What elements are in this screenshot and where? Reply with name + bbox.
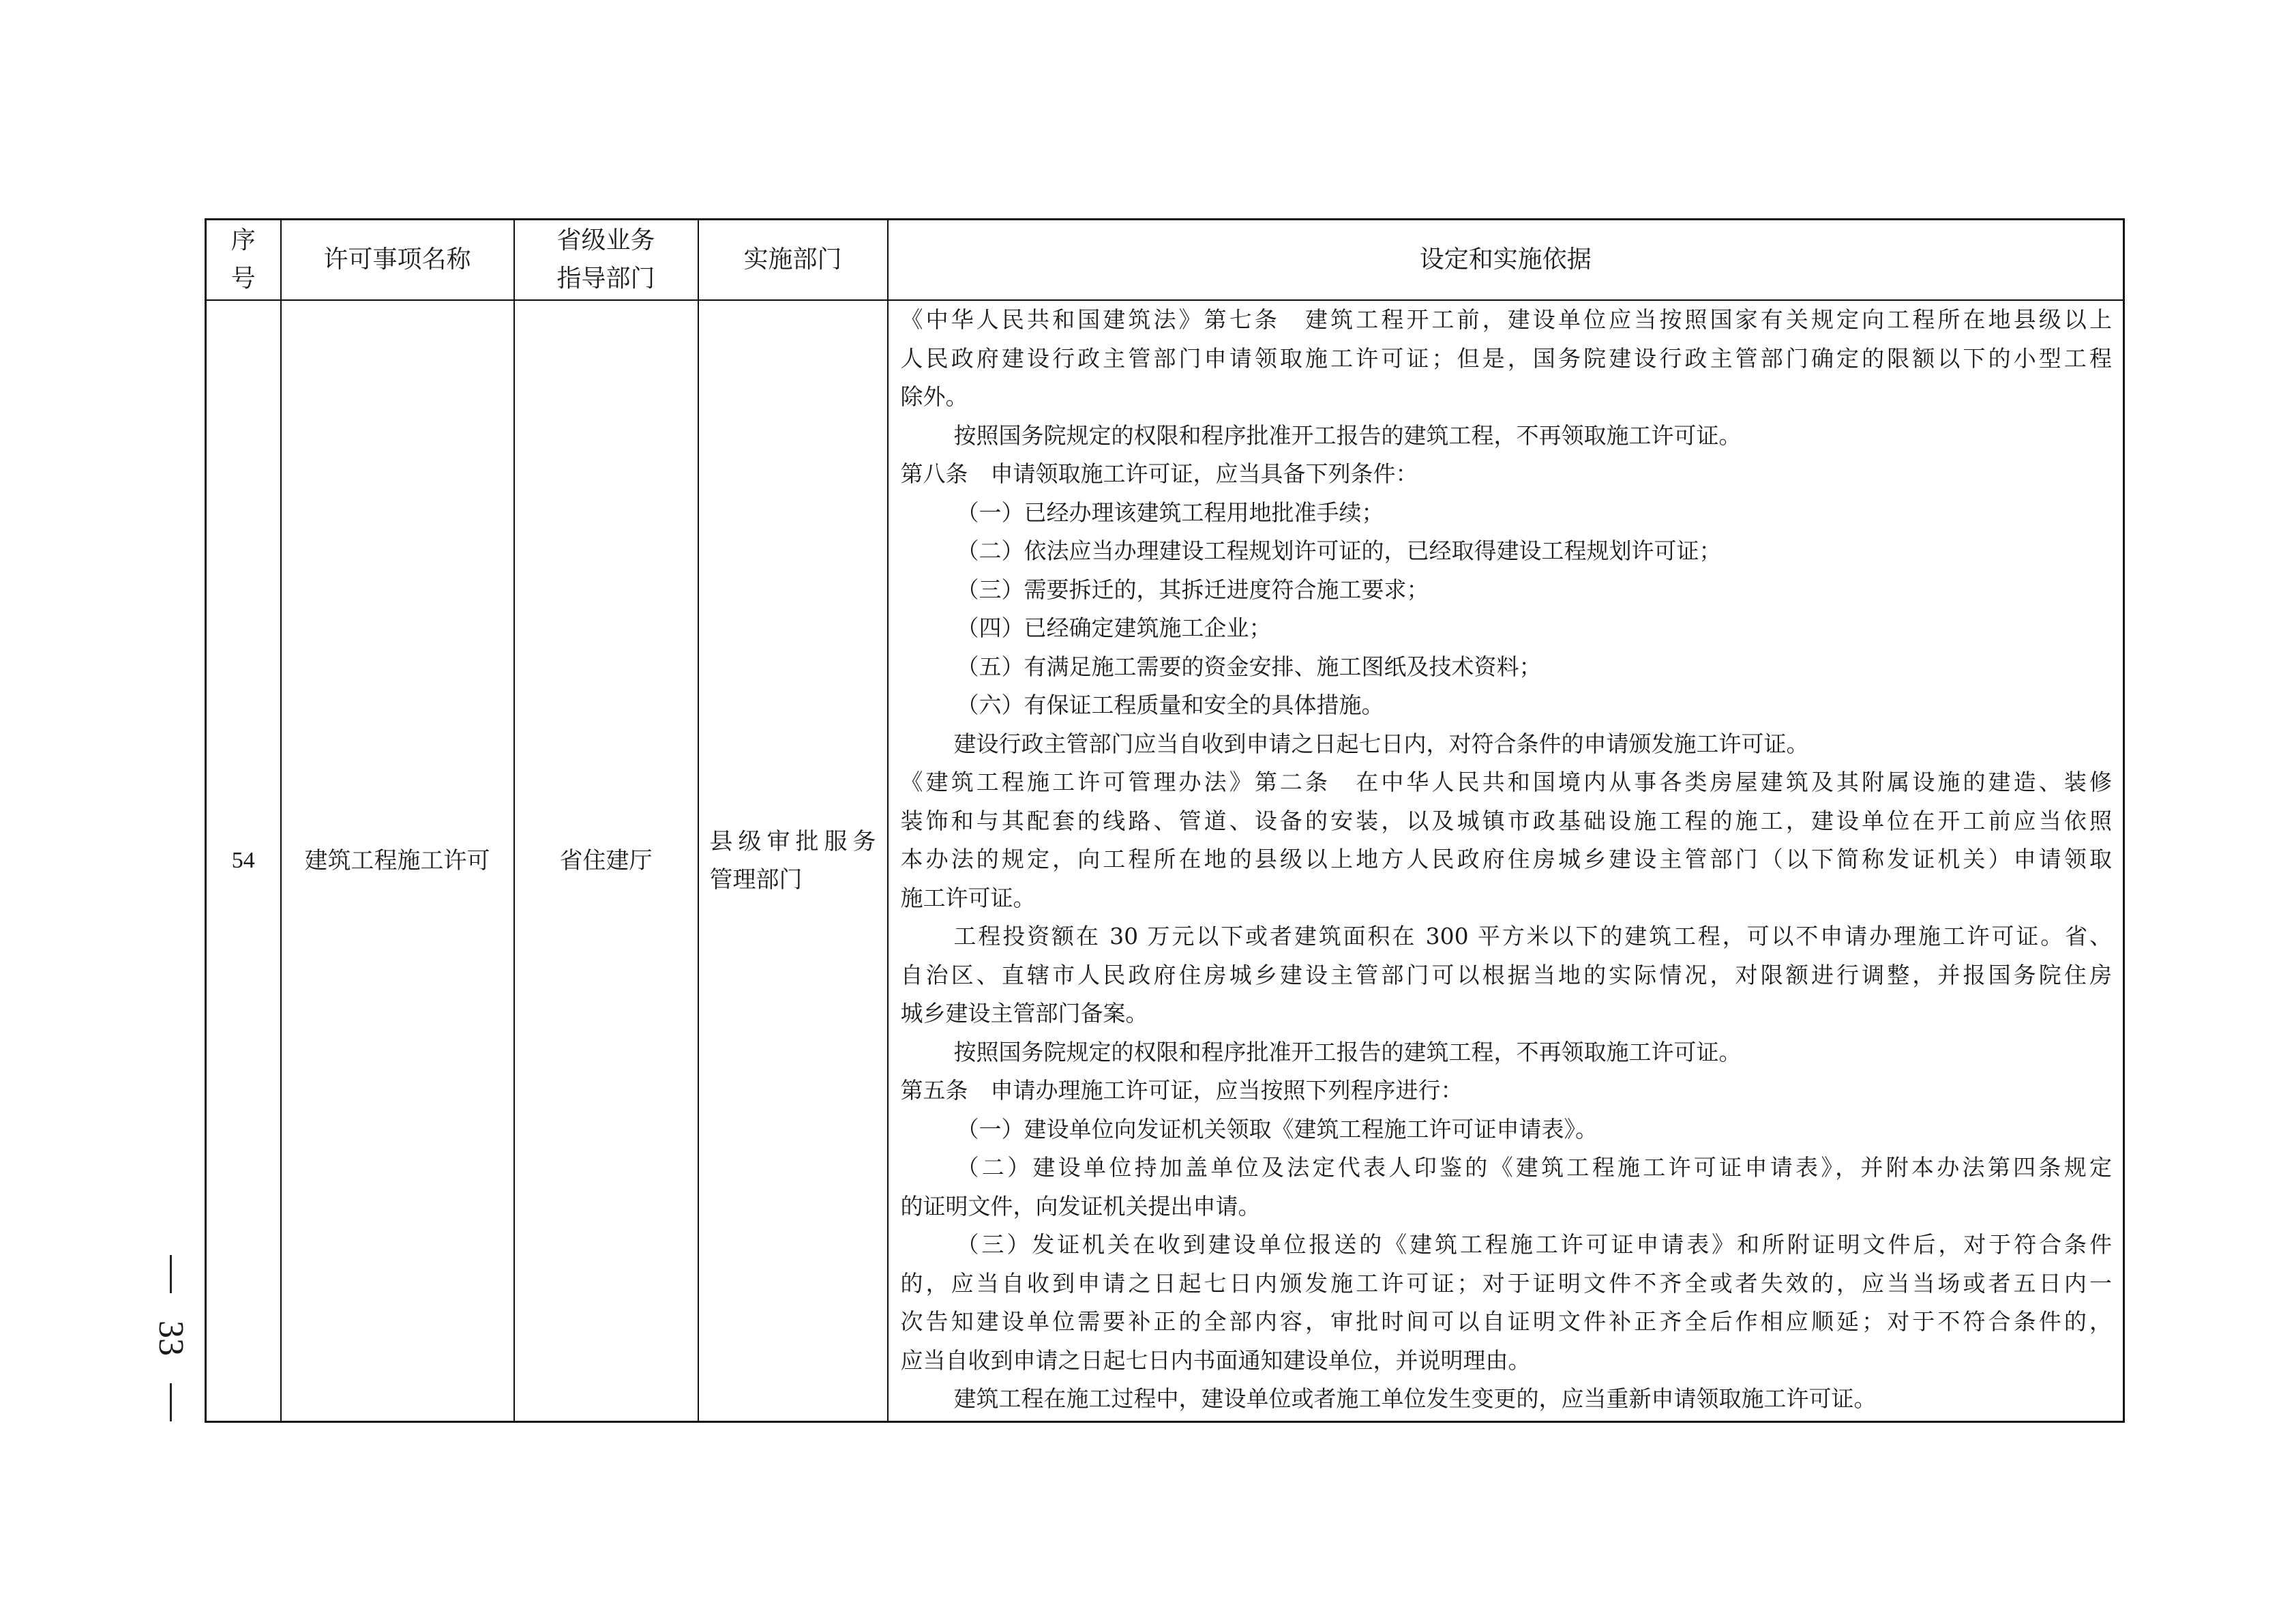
basis-line: 的证明文件，向发证机关提出申请。 bbox=[900, 1192, 1261, 1220]
basis-line: 次告知建设单位需要补正的全部内容，审批时间可以自证明文件补正齐全后作相应顺延；对于不符合条件的， bbox=[900, 1308, 2112, 1335]
table-row bbox=[206, 300, 2124, 1422]
basis-line: （三）需要拆迁的，其拆迁进度符合施工要求； bbox=[956, 576, 1429, 603]
basis-line: 自治区、直辖市人民政府住房城乡建设主管部门可以根据当地的实际情况，对限额进行调整，并报国务院住房 bbox=[900, 961, 2112, 988]
header-dept-line-2: 指导部门 bbox=[556, 265, 655, 293]
header-seq-line-1: 序 bbox=[230, 226, 256, 254]
basis-line: （一）建设单位向发证机关领取《建筑工程施工许可证申请表》。 bbox=[956, 1115, 1598, 1142]
basis-line: 工程投资额在 30 万元以下或者建筑面积在 300 平方米以下的建筑工程，可以不申请办理施工许可证。省、 bbox=[953, 923, 2112, 949]
basis-line: 第八条 申请领取施工许可证，应当具备下列条件： bbox=[900, 460, 1418, 487]
row-basis bbox=[888, 300, 2124, 1422]
basis-line: 应当自收到申请之日起七日内书面通知建设单位，并说明理由。 bbox=[900, 1346, 1531, 1374]
page-number-dash-top bbox=[170, 1255, 172, 1293]
header-seq-line-2: 号 bbox=[230, 265, 256, 293]
row-dept: 省住建厅 bbox=[514, 300, 698, 1422]
permit-table bbox=[205, 218, 2125, 1423]
basis-line: （六）有保证工程质量和安全的具体措施。 bbox=[956, 692, 1384, 718]
header-seq bbox=[206, 220, 281, 301]
basis-line: 按照国务院规定的权限和程序批准开工报告的建筑工程，不再领取施工许可证。 bbox=[953, 1038, 1742, 1065]
basis-line: 城乡建设主管部门备案。 bbox=[900, 1000, 1148, 1027]
basis-line: （一）已经办理该建筑工程用地批准手续； bbox=[956, 499, 1384, 526]
basis-line: （二）依法应当办理建设工程规划许可证的，已经取得建设工程规划许可证； bbox=[956, 537, 1722, 564]
basis-line: 的，应当自收到申请之日起七日内颁发施工许可证；对于证明文件不齐全或者失效的，应当当场或者五日内一 bbox=[900, 1269, 2112, 1297]
basis-line: 《中华人民共和国建筑法》第七条 建筑工程开工前，建设单位应当按照国家有关规定向工程所在地县级以上 bbox=[900, 306, 2112, 333]
basis-line: （五）有满足施工需要的资金安排、施工图纸及技术资料； bbox=[956, 653, 1542, 680]
basis-line: 除外。 bbox=[900, 383, 968, 410]
row-permit-name: 建筑工程施工许可 bbox=[281, 300, 514, 1422]
basis-line: 按照国务院规定的权限和程序批准开工报告的建筑工程，不再领取施工许可证。 bbox=[953, 422, 1742, 449]
header-basis: 设定和实施依据 bbox=[888, 220, 2124, 301]
header-dept-line-1: 省级业务 bbox=[556, 226, 655, 254]
page-number-dash-bottom bbox=[170, 1383, 172, 1421]
page-number bbox=[150, 1255, 191, 1439]
header-dept bbox=[514, 220, 698, 301]
row-impl-line-1: 县级审批服务 bbox=[709, 828, 876, 855]
basis-line: （三）发证机关在收到建设单位报送的《建筑工程施工许可证申请表》和所附证明文件后，对于符合条件 bbox=[956, 1231, 2112, 1258]
page-number-value: 33 bbox=[151, 1320, 190, 1356]
header-permit-name: 许可事项名称 bbox=[281, 220, 514, 301]
header-row bbox=[206, 220, 2124, 301]
row-impl-dept bbox=[698, 300, 888, 1422]
basis-line: 装饰和与其配套的线路、管道、设备的安装，以及城镇市政基础设施工程的施工，建设单位在开工前应当依照 bbox=[900, 807, 2112, 834]
basis-line: 人民政府建设行政主管部门申请领取施工许可证；但是，国务院建设行政主管部门确定的限额以下的小型工程 bbox=[900, 344, 2112, 372]
basis-line: 施工许可证。 bbox=[900, 884, 1036, 911]
basis-line: 建筑工程在施工过程中，建设单位或者施工单位发生变更的，应当重新申请领取施工许可证。 bbox=[953, 1385, 1877, 1412]
basis-line: 建设行政主管部门应当自收到申请之日起七日内，对符合条件的申请颁发施工许可证。 bbox=[953, 730, 1809, 757]
header-impl-dept: 实施部门 bbox=[698, 220, 888, 301]
row-seq: 54 bbox=[206, 300, 281, 1422]
basis-line: 《建筑工程施工许可管理办法》第二条 在中华人民共和国境内从事各类房屋建筑及其附属设施的建造、装修 bbox=[900, 769, 2112, 795]
row-impl-line-2: 管理部门 bbox=[709, 866, 803, 894]
basis-line: （二）建设单位持加盖单位及法定代表人印鉴的《建筑工程施工许可证申请表》，并附本办法第四条规定 bbox=[956, 1154, 2112, 1181]
basis-line: 本办法的规定，向工程所在地的县级以上地方人民政府住房城乡建设主管部门（以下简称发证机关）申请领取 bbox=[900, 846, 2112, 872]
basis-line: （四）已经确定建筑施工企业； bbox=[956, 615, 1272, 641]
basis-line: 第五条 申请办理施工许可证，应当按照下列程序进行： bbox=[900, 1077, 1463, 1104]
